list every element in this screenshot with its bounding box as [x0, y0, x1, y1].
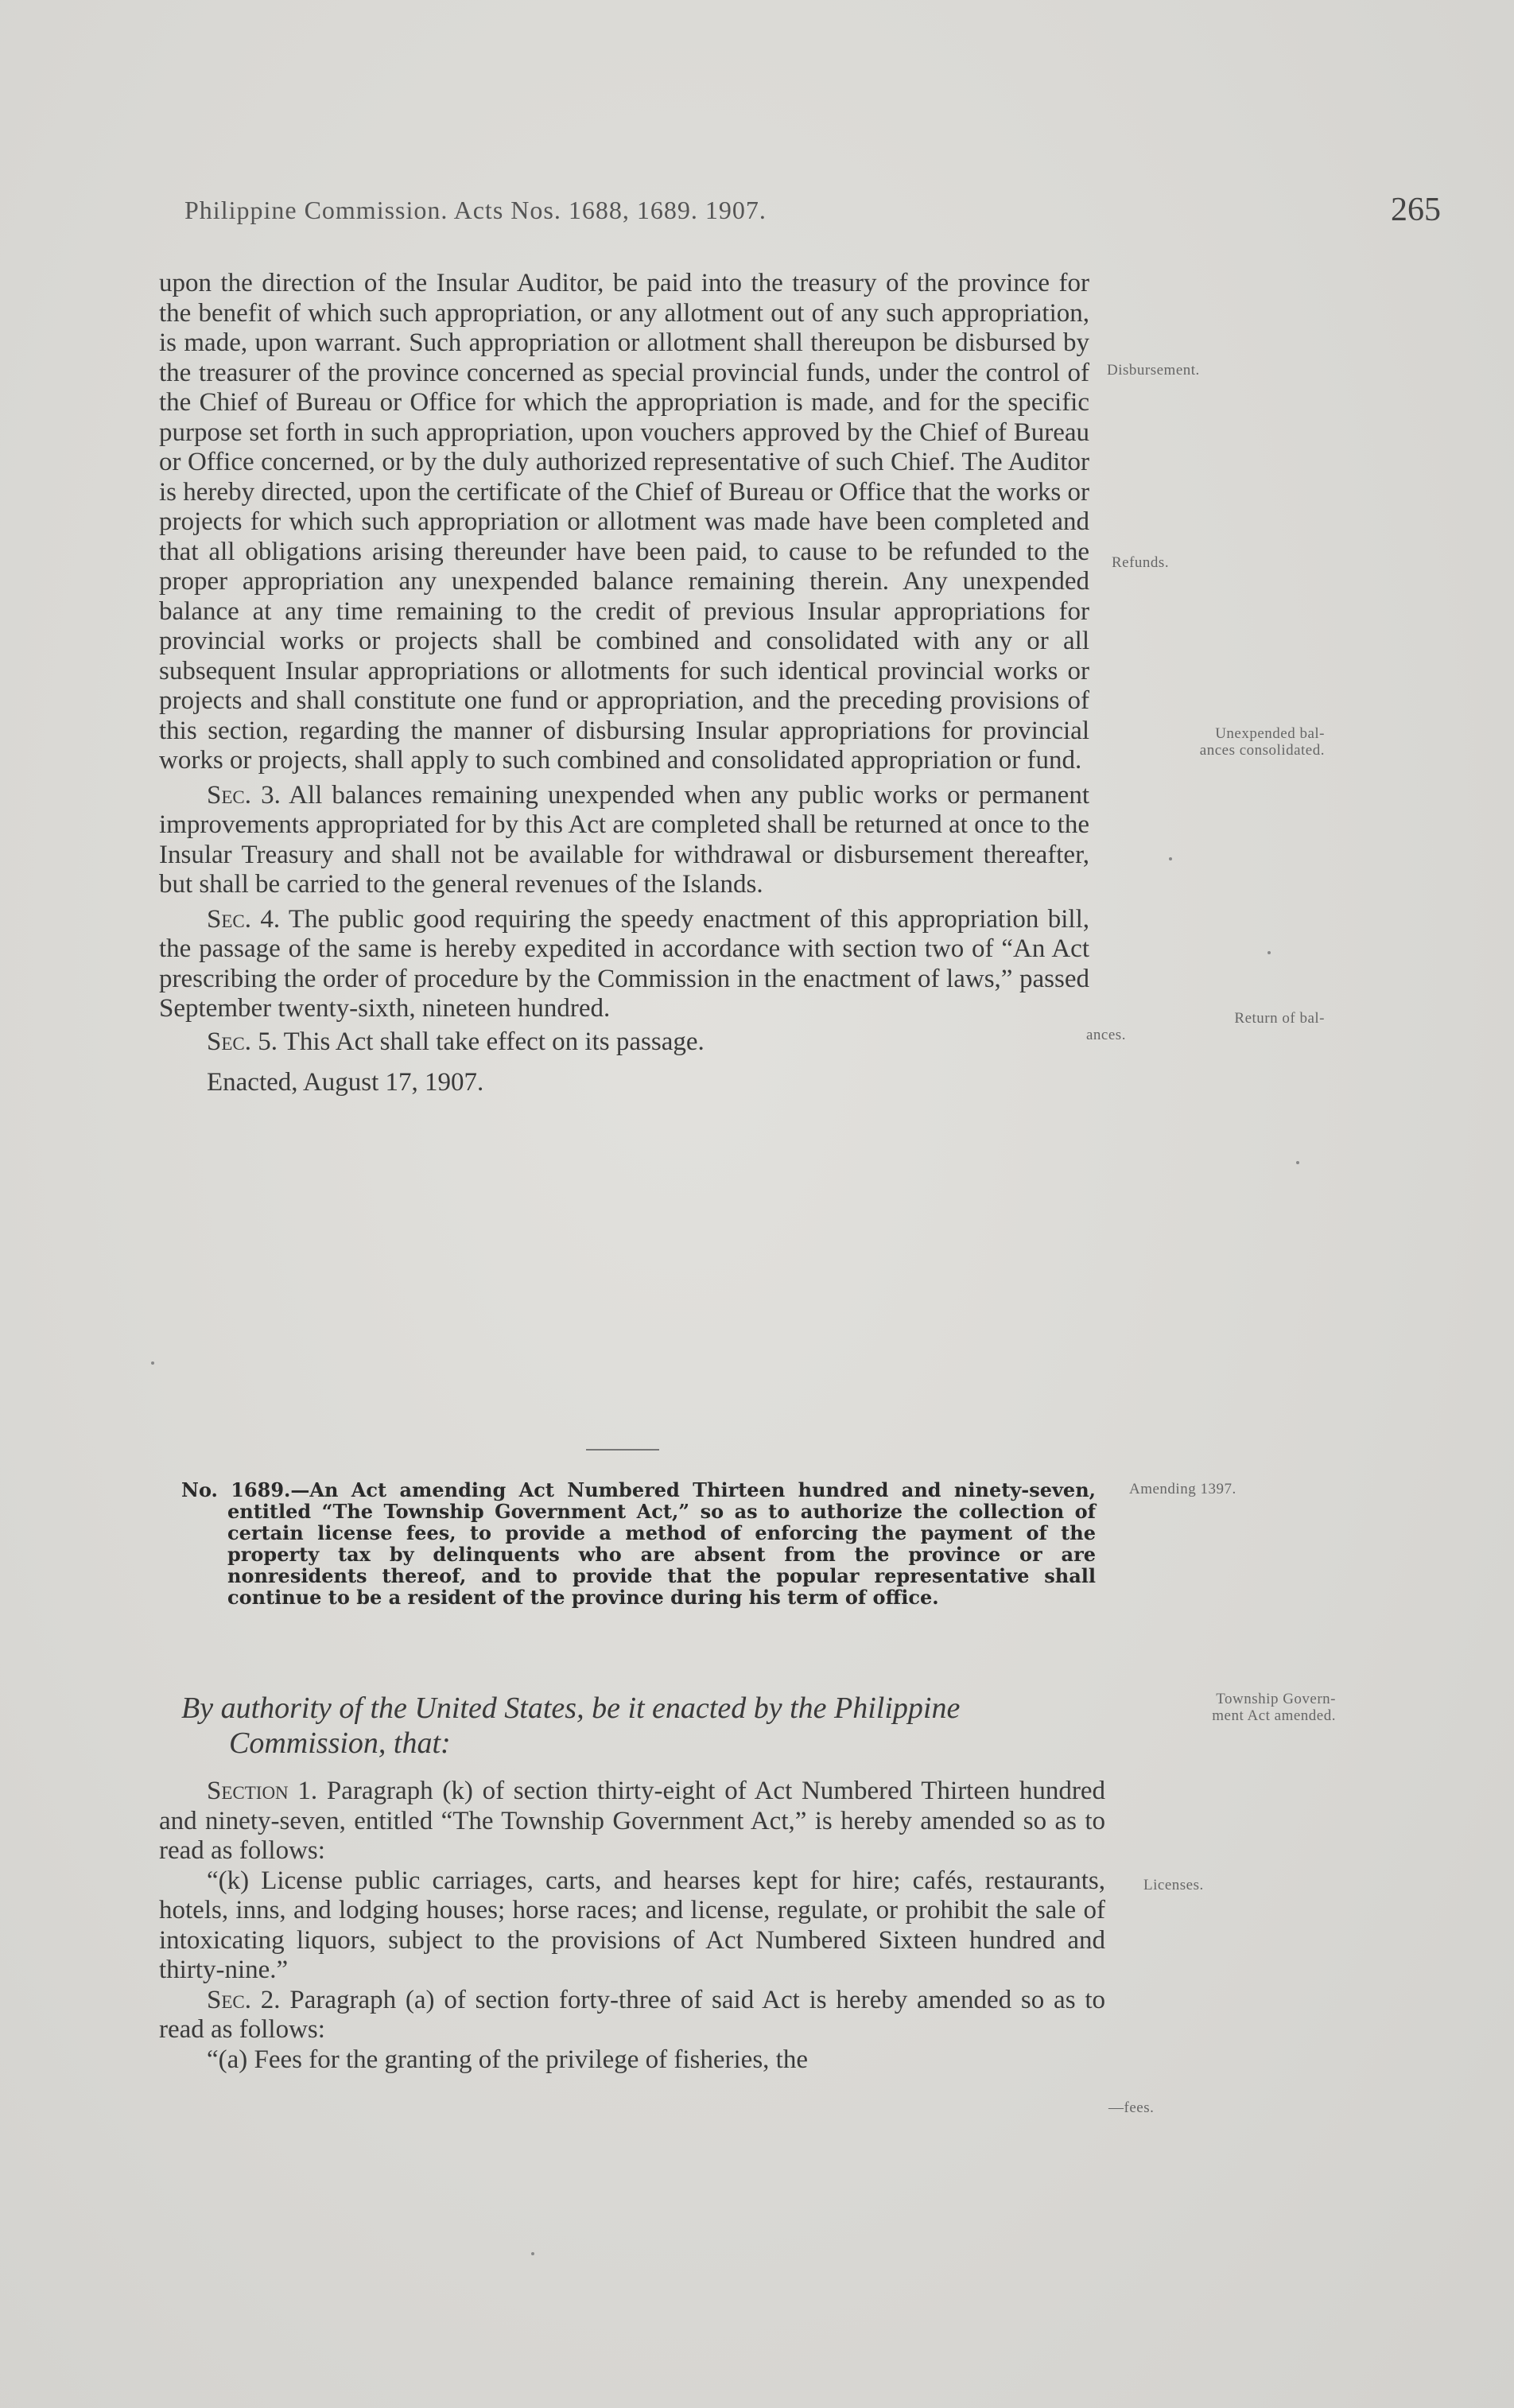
margin-note-township: [1097, 1691, 1336, 1724]
margin-note-disbursement: Disbursement.: [1107, 362, 1200, 379]
section-1-paragraph: [159, 1777, 1105, 1866]
section-4-text: The public good requiring the speedy enactment of this appropriation bill, the passage of the same is hereby expedited in accordance with section two of “An Act prescribing the order of procedure by the Commission in the enactment of laws,” passed September twenty-sixth, nineteen hundred.: [159, 904, 1090, 1023]
act-1689-heading: [181, 1479, 1096, 1608]
act-number: No. 1689.: [181, 1478, 291, 1501]
continued-paragraph: upon the direction of the Insular Auditor, be paid into the treasury of the province for the benefit of which such appropriation, or any allotment out of any such appropriation, is made, upon warrant. Such appropriation or allotment shall thereupon be disbursed by the treasurer of the province concerned as special provincial funds, under the control of the Chief of Bureau or Office for which the appropriation is made, and for the specific purpose set forth in such appropriation, upon vouchers approved by the Chief of Bureau or Office concerned, or by the duly authorized representative of such Chief. The Auditor is hereby directed, upon the certificate of the Chief of Bureau or Office that the works or projects for which such appropriation or allotment was made have been completed and that all obligations arising thereunder have been paid, to cause to be refunded to the proper appropriation any unexpended balance remaining therein. Any unexpended balance at any time remaining to the credit of previous Insular appropriations for provincial works or projects shall be combined and consolidated with any or all subsequent Insular appropriations or allotments for such identical provincial works or projects and shall constitute one fund or appropriation, and the preceding provisions of this section, regarding the manner of disbursing Insular appropriations for provincial works or projects, shall apply to such combined and consolidated appropriation or fund.: [159, 269, 1089, 775]
margin-note-unexpended-line2: ances consolidated.: [1199, 742, 1325, 759]
running-header: [184, 192, 1441, 243]
section-4-paragraph: [159, 905, 1089, 1024]
section-1-quote: “(k) License public carriages, carts, and hearses kept for hire; cafés, restaurants, hotels, inns, and lodging houses; horse races; and license, regulate, or prohibit the sale of intoxicating liquors, subject to the provisions of Act Numbered Sixteen hundred and thirty-nine.”: [159, 1866, 1105, 1984]
header-title: Philippine Commission. Acts Nos. 1688, 1689. 1907.: [184, 196, 767, 224]
section-2-label: Sec. 2.: [207, 1985, 281, 2014]
section-3-paragraph: [159, 781, 1089, 900]
section-3-text: All balances remaining unexpended when any public works or permanent improvements appropriated for by this Act are completed shall be returned at once to the Insular Treasury and shall not be available for withdrawal or disbursement thereafter, but shall be carried to the general revenues of the Islands.: [159, 780, 1089, 899]
enacting-clause: [181, 1691, 1104, 1761]
act-heading-text: —An Act amending Act Numbered Thirteen hundred and ninety-seven, entitled “The Township Government Act,” so as to authorize the collection of certain license fees, to provide a method of enforcing the payment of the property tax by delinquents who are absent from the province or are nonresidents thereof, and to provide that the popular representative shall continue to be a resident of the province during his term of office.: [227, 1478, 1097, 1609]
scan-speck: [1169, 857, 1172, 860]
section-2-paragraph: [159, 1986, 1105, 2045]
margin-note-township-line1: Township Govern-: [1216, 1691, 1336, 1707]
section-4-label: Sec. 4.: [207, 904, 281, 934]
margin-note-amending: Amending 1397.: [1129, 1481, 1236, 1497]
section-1-text: Paragraph (k) of section thirty-eight of Act Numbered Thirteen hundred and ninety-seven, entitled “The Township Government Act,” is hereby amended so as to read as follows:: [159, 1777, 1106, 1865]
margin-note-township-line2: ment Act amended.: [1212, 1707, 1336, 1724]
section-5-text: This Act shall take effect on its passage.: [283, 1027, 705, 1056]
scan-speck: [531, 2252, 534, 2255]
scan-speck: [151, 1361, 154, 1365]
margin-note-unexpended: [1086, 725, 1325, 759]
margin-note-licenses: Licenses.: [1143, 1877, 1204, 1893]
margin-note-refunds: Refunds.: [1112, 554, 1170, 571]
scan-speck: [1296, 1161, 1299, 1164]
page-number: 265: [1391, 192, 1441, 228]
section-5-paragraph: [159, 1027, 1089, 1058]
enacted-date: Enacted, August 17, 1907.: [207, 1068, 484, 1097]
margin-note-return-line1: Return of bal-: [1234, 1010, 1325, 1027]
section-1-label: Section 1.: [207, 1777, 318, 1805]
section-continuation: [159, 269, 1089, 1098]
section-divider: [586, 1449, 659, 1451]
section-5-label: Sec. 5.: [207, 1027, 278, 1056]
enacting-line-2: Commission, that:: [229, 1726, 451, 1760]
margin-note-unexpended-line1: Unexpended bal-: [1215, 725, 1325, 742]
scan-speck: [1267, 951, 1271, 954]
section-3-label: Sec. 3.: [207, 780, 281, 810]
margin-note-return: [1086, 1010, 1325, 1043]
act-1689-body: [159, 1777, 1105, 2075]
section-2-quote: “(a) Fees for the granting of the privilege of fisheries, the: [207, 2045, 808, 2074]
enacting-line-1: By authority of the United States, be it enacted by the Philippine: [181, 1691, 961, 1725]
margin-note-fees: —fees.: [1108, 2099, 1155, 2116]
section-2-text: Paragraph (a) of section forty-three of said Act is hereby amended so as to read as follows:: [159, 1985, 1106, 2044]
margin-note-return-line2: ances.: [1086, 1027, 1126, 1043]
